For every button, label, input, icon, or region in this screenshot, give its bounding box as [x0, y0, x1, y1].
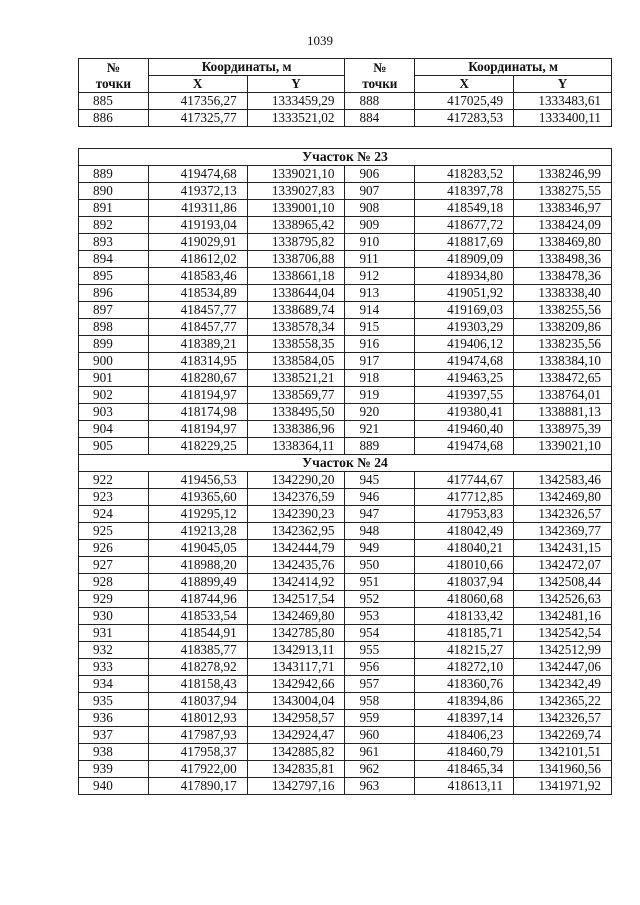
y-coordinate: 1338235,56 [514, 336, 612, 353]
y-coordinate: 1342414,92 [247, 574, 345, 591]
x-coordinate: 418278,92 [148, 659, 247, 676]
point-number: 889 [79, 166, 149, 183]
point-number: 915 [345, 319, 415, 336]
y-coordinate: 1342481,16 [514, 608, 612, 625]
point-number: 916 [345, 336, 415, 353]
table-row [79, 217, 612, 234]
x-coordinate: 418012,93 [148, 710, 247, 727]
x-coordinate: 417325,77 [148, 110, 247, 127]
point-number: 919 [345, 387, 415, 404]
point-number: 939 [79, 761, 149, 778]
y-coordinate: 1338275,55 [514, 183, 612, 200]
point-number: 963 [345, 778, 415, 795]
y-coordinate: 1339021,10 [247, 166, 345, 183]
point-number: 921 [345, 421, 415, 438]
y-coordinate: 1342469,80 [247, 608, 345, 625]
x-coordinate: 418385,77 [148, 642, 247, 659]
point-number: 901 [79, 370, 149, 387]
y-coordinate: 1342517,54 [247, 591, 345, 608]
point-number: 940 [79, 778, 149, 795]
x-coordinate: 419311,86 [148, 200, 247, 217]
y-coordinate: 1333521,02 [247, 110, 345, 127]
table-row [79, 642, 612, 659]
x-coordinate: 418158,43 [148, 676, 247, 693]
x-coordinate: 419474,68 [415, 438, 514, 455]
x-coordinate: 418899,49 [148, 574, 247, 591]
y-coordinate: 1342376,59 [247, 489, 345, 506]
point-number: 888 [345, 93, 415, 110]
point-number: 961 [345, 744, 415, 761]
y-coordinate: 1338246,99 [514, 166, 612, 183]
y-coordinate: 1342326,57 [514, 506, 612, 523]
y-coordinate: 1342797,16 [247, 778, 345, 795]
point-number: 903 [79, 404, 149, 421]
point-number: 910 [345, 234, 415, 251]
y-coordinate: 1341960,56 [514, 761, 612, 778]
y-coordinate: 1342512,99 [514, 642, 612, 659]
table-row [79, 438, 612, 455]
y-coordinate: 1333459,29 [247, 93, 345, 110]
table-row [79, 676, 612, 693]
x-coordinate: 418040,21 [415, 540, 514, 557]
point-number: 917 [345, 353, 415, 370]
point-number: 957 [345, 676, 415, 693]
y-coordinate: 1342326,57 [514, 710, 612, 727]
y-coordinate: 1342526,63 [514, 591, 612, 608]
point-number: 886 [79, 110, 149, 127]
x-coordinate: 418314,95 [148, 353, 247, 370]
x-coordinate: 418988,20 [148, 557, 247, 574]
point-number: 929 [79, 591, 149, 608]
table-row [79, 489, 612, 506]
table-row [79, 421, 612, 438]
point-number: 950 [345, 557, 415, 574]
y-coordinate: 1342942,66 [247, 676, 345, 693]
x-coordinate: 419295,12 [148, 506, 247, 523]
point-number: 896 [79, 285, 149, 302]
table-row [79, 506, 612, 523]
table-row [79, 353, 612, 370]
y-coordinate: 1342913,11 [247, 642, 345, 659]
x-coordinate: 419193,04 [148, 217, 247, 234]
point-number: 945 [345, 472, 415, 489]
x-coordinate: 418037,94 [148, 693, 247, 710]
y-coordinate: 1342362,95 [247, 523, 345, 540]
point-number: 913 [345, 285, 415, 302]
x-coordinate: 418397,14 [415, 710, 514, 727]
coords-header-left: Координаты, м [148, 59, 345, 76]
x-coordinate: 417356,27 [148, 93, 247, 110]
point-number: 956 [345, 659, 415, 676]
point-number-symbol: № [373, 59, 387, 75]
x-coordinate: 418272,10 [415, 659, 514, 676]
point-number: 959 [345, 710, 415, 727]
table-row [79, 557, 612, 574]
x-coordinate: 418583,46 [148, 268, 247, 285]
x-coordinate: 418229,25 [148, 438, 247, 455]
point-number: 960 [345, 727, 415, 744]
point-number: 928 [79, 574, 149, 591]
table-row [79, 285, 612, 302]
point-number-header-right [345, 59, 415, 93]
y-coordinate: 1342785,80 [247, 625, 345, 642]
table-row [79, 251, 612, 268]
point-number: 946 [345, 489, 415, 506]
x-coordinate: 418549,18 [415, 200, 514, 217]
y-coordinate: 1342447,06 [514, 659, 612, 676]
x-coordinate: 419051,92 [415, 285, 514, 302]
point-number: 894 [79, 251, 149, 268]
y-coordinate: 1338795,82 [247, 234, 345, 251]
y-coordinate: 1338478,36 [514, 268, 612, 285]
table-row [79, 761, 612, 778]
y-coordinate: 1338338,40 [514, 285, 612, 302]
table-row [79, 540, 612, 557]
point-number: 898 [79, 319, 149, 336]
y-coordinate: 1338364,11 [247, 438, 345, 455]
section-title: Участок № 23 [79, 149, 612, 166]
y-coordinate: 1339021,10 [514, 438, 612, 455]
y-coordinate: 1342290,20 [247, 472, 345, 489]
point-number: 948 [345, 523, 415, 540]
point-number: 914 [345, 302, 415, 319]
table-row [79, 625, 612, 642]
point-number: 922 [79, 472, 149, 489]
y-coordinate: 1338469,80 [514, 234, 612, 251]
x-coordinate: 419474,68 [148, 166, 247, 183]
x-coordinate: 419474,68 [415, 353, 514, 370]
x-coordinate: 418533,54 [148, 608, 247, 625]
point-number: 937 [79, 727, 149, 744]
point-number: 908 [345, 200, 415, 217]
point-number: 884 [345, 110, 415, 127]
y-coordinate: 1342342,49 [514, 676, 612, 693]
y-coordinate: 1338472,65 [514, 370, 612, 387]
x-coordinate: 417283,53 [415, 110, 514, 127]
point-number: 892 [79, 217, 149, 234]
x-coordinate: 418133,42 [415, 608, 514, 625]
point-number: 909 [345, 217, 415, 234]
x-coordinate: 419372,13 [148, 183, 247, 200]
point-number: 953 [345, 608, 415, 625]
point-number: 931 [79, 625, 149, 642]
y-coordinate: 1338384,10 [514, 353, 612, 370]
page-number: 1039 [307, 33, 333, 48]
table-row [79, 693, 612, 710]
y-coordinate: 1338495,50 [247, 404, 345, 421]
point-number: 902 [79, 387, 149, 404]
y-coordinate: 1338661,18 [247, 268, 345, 285]
x-coordinate: 418544,91 [148, 625, 247, 642]
x-coordinate: 418280,67 [148, 370, 247, 387]
x-coordinate: 419456,53 [148, 472, 247, 489]
header-row-1 [79, 59, 612, 76]
y-coordinate: 1342444,79 [247, 540, 345, 557]
y-coordinate: 1342472,07 [514, 557, 612, 574]
x-coordinate: 418389,21 [148, 336, 247, 353]
y-coordinate: 1338584,05 [247, 353, 345, 370]
x-coordinate: 418677,72 [415, 217, 514, 234]
x-coordinate: 418613,11 [415, 778, 514, 795]
table-row [79, 659, 612, 676]
y-coordinate: 1339027,83 [247, 183, 345, 200]
y-coordinate: 1342885,82 [247, 744, 345, 761]
y-coordinate: 1342269,74 [514, 727, 612, 744]
section-header-row [79, 455, 612, 472]
x-coordinate: 418060,68 [415, 591, 514, 608]
y-coordinate: 1342542,54 [514, 625, 612, 642]
y-coordinate: 1338521,21 [247, 370, 345, 387]
table-row [79, 608, 612, 625]
y-coordinate: 1338689,74 [247, 302, 345, 319]
point-number: 958 [345, 693, 415, 710]
x-coordinate: 417953,83 [415, 506, 514, 523]
x-coordinate: 418744,96 [148, 591, 247, 608]
point-number: 954 [345, 625, 415, 642]
table-row [79, 302, 612, 319]
y-coordinate: 1338578,34 [247, 319, 345, 336]
x-coordinate: 418817,69 [415, 234, 514, 251]
y-coordinate: 1333400,11 [514, 110, 612, 127]
x-coordinate: 419463,25 [415, 370, 514, 387]
point-number: 935 [79, 693, 149, 710]
y-coordinate: 1343117,71 [247, 659, 345, 676]
y-coordinate: 1338706,88 [247, 251, 345, 268]
y-coordinate: 1338569,77 [247, 387, 345, 404]
x-coordinate: 418394,86 [415, 693, 514, 710]
point-number-symbol: № [106, 59, 120, 75]
y-coordinate: 1338881,13 [514, 404, 612, 421]
point-number: 911 [345, 251, 415, 268]
x-coordinate: 418465,34 [415, 761, 514, 778]
section-header-row [79, 149, 612, 166]
table-row [79, 591, 612, 608]
y-coordinate: 1339001,10 [247, 200, 345, 217]
section-title: Участок № 24 [79, 455, 612, 472]
y-coordinate: 1338424,09 [514, 217, 612, 234]
x-coordinate: 418194,97 [148, 387, 247, 404]
point-number: 895 [79, 268, 149, 285]
point-number-header-left [79, 59, 149, 93]
x-coordinate: 418010,66 [415, 557, 514, 574]
table-row [79, 234, 612, 251]
table-row [79, 710, 612, 727]
point-number: 949 [345, 540, 415, 557]
table-row [79, 93, 612, 110]
table-row [79, 744, 612, 761]
point-number: 906 [345, 166, 415, 183]
x-coordinate: 418042,49 [415, 523, 514, 540]
table-row [79, 268, 612, 285]
coordinates-table [78, 148, 612, 795]
y-coordinate: 1342435,76 [247, 557, 345, 574]
y-coordinate: 1342369,77 [514, 523, 612, 540]
table-row [79, 200, 612, 217]
x-coordinate: 418934,80 [415, 268, 514, 285]
y-coordinate: 1342390,23 [247, 506, 345, 523]
x-coordinate: 417890,17 [148, 778, 247, 795]
y-coordinate: 1338644,04 [247, 285, 345, 302]
x-coordinate: 418457,77 [148, 319, 247, 336]
table-row [79, 574, 612, 591]
x-coordinate: 417958,37 [148, 744, 247, 761]
y-coordinate: 1338255,56 [514, 302, 612, 319]
y-coordinate: 1341971,92 [514, 778, 612, 795]
table-row [79, 166, 612, 183]
header-table [78, 58, 612, 127]
point-number: 926 [79, 540, 149, 557]
point-number: 889 [345, 438, 415, 455]
point-number: 893 [79, 234, 149, 251]
x-coordinate: 419397,55 [415, 387, 514, 404]
point-number: 907 [345, 183, 415, 200]
y-coordinate: 1342835,81 [247, 761, 345, 778]
point-number: 925 [79, 523, 149, 540]
x-coordinate: 418194,97 [148, 421, 247, 438]
table-row [79, 727, 612, 744]
point-number: 927 [79, 557, 149, 574]
table-row [79, 404, 612, 421]
y-coordinate: 1342583,46 [514, 472, 612, 489]
table-row [79, 778, 612, 795]
y-coordinate: 1338975,39 [514, 421, 612, 438]
point-number: 947 [345, 506, 415, 523]
table-row [79, 523, 612, 540]
y-coordinate: 1338558,35 [247, 336, 345, 353]
y-header-right: Y [514, 76, 612, 93]
table-row [79, 110, 612, 127]
x-coordinate: 419303,29 [415, 319, 514, 336]
point-number: 890 [79, 183, 149, 200]
table-row [79, 319, 612, 336]
point-number: 891 [79, 200, 149, 217]
point-number-word: точки [95, 75, 131, 91]
x-coordinate: 419365,60 [148, 489, 247, 506]
x-header-right: X [415, 76, 514, 93]
y-coordinate: 1342958,57 [247, 710, 345, 727]
x-coordinate: 418909,09 [415, 251, 514, 268]
x-coordinate: 418037,94 [415, 574, 514, 591]
x-coordinate: 418406,23 [415, 727, 514, 744]
coords-header-right: Координаты, м [415, 59, 612, 76]
x-coordinate: 419380,41 [415, 404, 514, 421]
y-coordinate: 1333483,61 [514, 93, 612, 110]
x-coordinate: 418534,89 [148, 285, 247, 302]
y-coordinate: 1342365,22 [514, 693, 612, 710]
point-number: 897 [79, 302, 149, 319]
y-coordinate: 1338498,36 [514, 251, 612, 268]
x-coordinate: 418283,52 [415, 166, 514, 183]
y-coordinate: 1338209,86 [514, 319, 612, 336]
x-coordinate: 418457,77 [148, 302, 247, 319]
y-coordinate: 1342431,15 [514, 540, 612, 557]
point-number: 932 [79, 642, 149, 659]
x-coordinate: 419406,12 [415, 336, 514, 353]
table-row [79, 370, 612, 387]
point-number: 930 [79, 608, 149, 625]
x-coordinate: 418215,27 [415, 642, 514, 659]
x-coordinate: 417922,00 [148, 761, 247, 778]
table-row [79, 183, 612, 200]
x-coordinate: 417712,85 [415, 489, 514, 506]
point-number: 934 [79, 676, 149, 693]
table-row [79, 387, 612, 404]
point-number-word: точки [362, 75, 398, 91]
point-number: 962 [345, 761, 415, 778]
x-coordinate: 417987,93 [148, 727, 247, 744]
point-number: 900 [79, 353, 149, 370]
point-number: 938 [79, 744, 149, 761]
y-coordinate: 1342924,47 [247, 727, 345, 744]
x-coordinate: 417744,67 [415, 472, 514, 489]
y-coordinate: 1338965,42 [247, 217, 345, 234]
y-coordinate: 1342469,80 [514, 489, 612, 506]
x-coordinate: 419045,05 [148, 540, 247, 557]
point-number: 920 [345, 404, 415, 421]
x-coordinate: 418397,78 [415, 183, 514, 200]
point-number: 955 [345, 642, 415, 659]
point-number: 936 [79, 710, 149, 727]
point-number: 885 [79, 93, 149, 110]
x-coordinate: 418460,79 [415, 744, 514, 761]
x-coordinate: 418185,71 [415, 625, 514, 642]
point-number: 924 [79, 506, 149, 523]
x-coordinate: 417025,49 [415, 93, 514, 110]
y-coordinate: 1342101,51 [514, 744, 612, 761]
x-coordinate: 419169,03 [415, 302, 514, 319]
point-number: 905 [79, 438, 149, 455]
point-number: 918 [345, 370, 415, 387]
x-coordinate: 418612,02 [148, 251, 247, 268]
point-number: 951 [345, 574, 415, 591]
point-number: 923 [79, 489, 149, 506]
x-coordinate: 419460,40 [415, 421, 514, 438]
point-number: 933 [79, 659, 149, 676]
y-coordinate: 1338386,96 [247, 421, 345, 438]
y-coordinate: 1338346,97 [514, 200, 612, 217]
y-header-left: Y [247, 76, 345, 93]
table-row [79, 472, 612, 489]
x-coordinate: 419029,91 [148, 234, 247, 251]
x-header-left: X [148, 76, 247, 93]
x-coordinate: 419213,28 [148, 523, 247, 540]
table-row [79, 336, 612, 353]
y-coordinate: 1342508,44 [514, 574, 612, 591]
point-number: 904 [79, 421, 149, 438]
x-coordinate: 418360,76 [415, 676, 514, 693]
y-coordinate: 1343004,04 [247, 693, 345, 710]
y-coordinate: 1338764,01 [514, 387, 612, 404]
point-number: 952 [345, 591, 415, 608]
x-coordinate: 418174,98 [148, 404, 247, 421]
point-number: 899 [79, 336, 149, 353]
point-number: 912 [345, 268, 415, 285]
